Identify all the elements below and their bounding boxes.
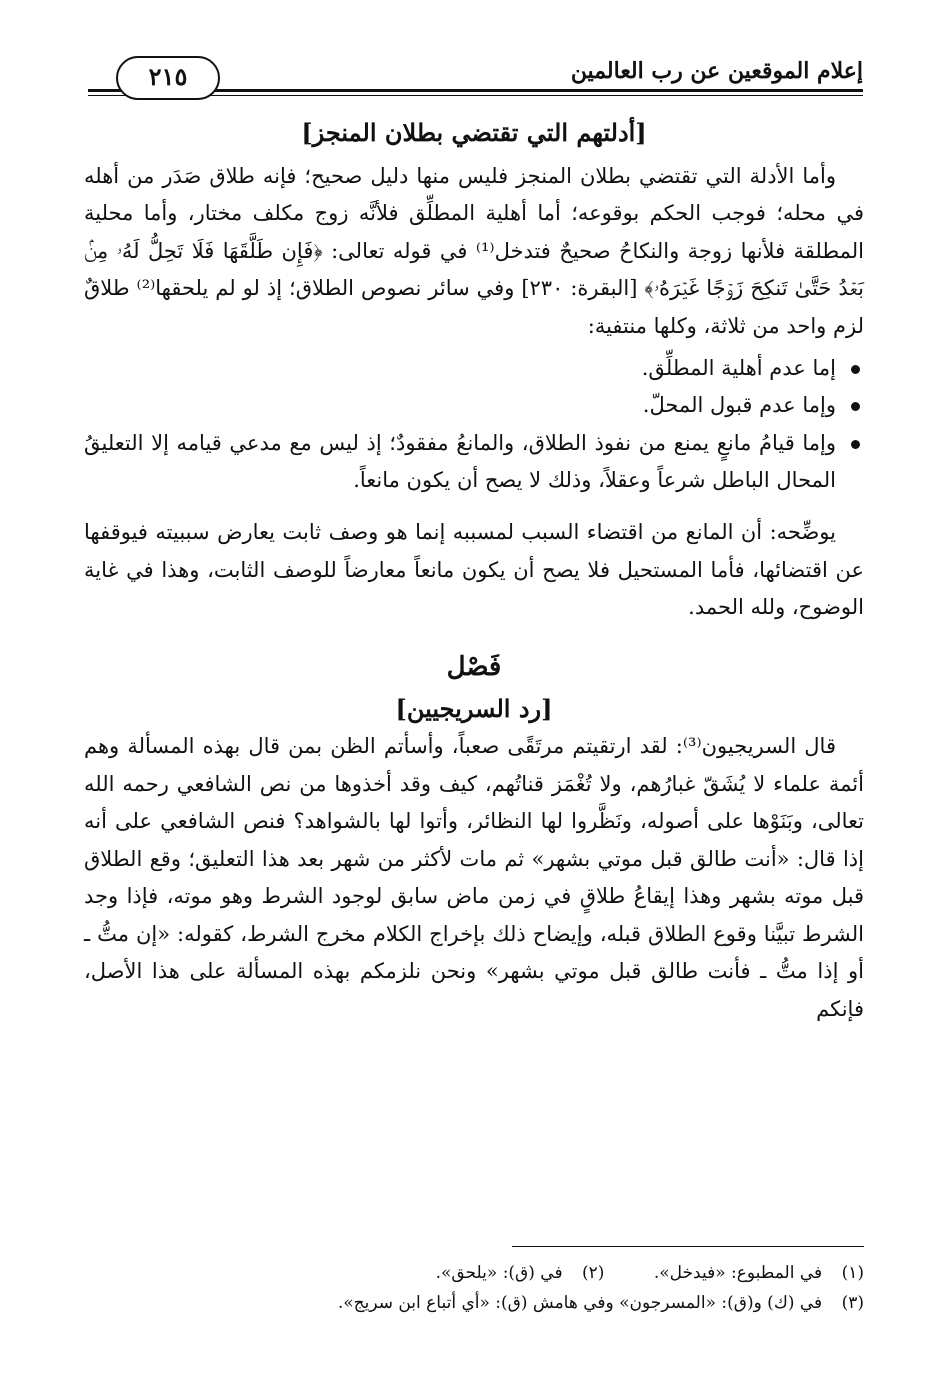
- bullet-item-1: [84, 350, 864, 388]
- footnote-row-1: [84, 1258, 864, 1288]
- bullet-text: إما عدم أهلية المطلِّق.: [641, 355, 836, 380]
- bullet-list: [84, 350, 864, 500]
- bullet-text: وإما قيامُ مانعٍ يمنع من نفوذ الطلاق، والمانعُ مفقودٌ؛ إذ ليس مع مدعي قيامه إلا التعليقُ المحال الباطل شرعاً وعقلاً، وذلك لا يصح أن يكون مانعاً.: [84, 430, 836, 493]
- running-title: إعلام الموقعين عن رب العالمين: [570, 58, 863, 84]
- footnote-number: (٢): [582, 1263, 605, 1283]
- bullet-dot-icon: [851, 402, 860, 411]
- footnote-1: [654, 1258, 864, 1288]
- footnote-text: في المطبوع: «فيدخل».: [653, 1263, 823, 1283]
- running-header: [88, 52, 863, 102]
- paragraph-1: وأما الأدلة التي تقتضي بطلان المنجز فليس منها دليل صحيح؛ فإنه طلاق صَدَر من أهله في محله؛ فوجب الحكم بوقوعه؛ أما أهلية المطلِّق فلأنَّه زوج مكلف مختار، وأما محلية المطلقة فلأنها زوجة والنكاحُ صحيحٌ فتدخل⁽¹⁾ في قوله تعالى: ﴿فَإِن طَلَّقَهَا فَلَا تَحِلُّ لَهُۥ مِنۢ بَعۡدُ حَتَّىٰ تَنكِحَ زَوۡجًا غَيۡرَهُۥ﴾ [البقرة: ٢٣٠] وفي سائر نصوص الطلاق؛ إذ لو لم يلحقها⁽²⁾ طلاقٌ لزم واحد من ثلاثة، وكلها منتفية:: [84, 163, 865, 338]
- footnote-row-2: [84, 1288, 864, 1318]
- bullet-dot-icon: [851, 365, 860, 374]
- footnote-3: [338, 1288, 864, 1318]
- footnote-2: [436, 1258, 605, 1288]
- section-heading-surayjiyyin: [رد السريجيين]: [395, 694, 553, 724]
- bullet-item-2: [84, 387, 864, 425]
- footnote-separator: [512, 1246, 864, 1247]
- section-heading-invalidity-evidence: [أدلتهم التي تقتضي بطلان المنجز]: [301, 118, 647, 147]
- footnote-text: في (ق): «يلحق».: [435, 1263, 563, 1283]
- page-number-badge: ٢١٥: [116, 56, 220, 100]
- paragraph-2: يوضِّحه: أن المانع من اقتضاء السبب لمسببه إنما هو وصف ثابت يعارض سببيته فيوقفها عن اقتضائها، فأما المستحيل فلا يصح أن يكون مانعاً معارضاً للوصف الثابت، وهذا في غاية الوضوح، ولله الحمد.: [84, 519, 864, 620]
- paragraph-3: قال السريجيون⁽³⁾: لقد ارتقيتم مرتَقًى صعباً، وأسأتم الظن بمن قال بهذه المسألة وهم أئمة علماء لا يُشَقّ غبارُهم، ولا تُغْمَز قناتُهم، كيف وقد أخذوها من نص الشافعي رحمه الله تعالى، وبَنَوْها على أصوله، ونَظَّروا لها النظائر، وأتوا لها بالشواهد؟ فنص الشافعي على أنه إذا قال: «أنت طالق قبل موتي بشهر» ثم مات لأكثر من شهر بعد هذا التعليق؛ وقع الطلاق قبل موته بشهر وهذا إيقاعُ طلاقٍ في زمن ماض سابق لوجود الشرط وهو موته، فإذا وجد الشرط تبيَّنا وقوع الطلاق قبله، وإيضاح ذلك بإخراج الكلام مخرج الشرط، كقوله: «إن متُّ ـ أو إذا متُّ ـ فأنت طالق قبل موتي بشهر» ونحن نلزمكم بهذه المسألة على هذا الأصل، فإنكم: [84, 733, 864, 1022]
- bullet-item-3: [84, 425, 864, 500]
- main-text: [84, 114, 864, 1029]
- footnote-text: في (ك) و(ق): «المسرجون» وفي هامش (ق): «أي أتباع ابن سريج».: [337, 1293, 823, 1313]
- footnote-number: (٣): [841, 1293, 864, 1313]
- bullet-text: وإما عدم قبول المحلّ.: [642, 393, 836, 418]
- footnote-number: (١): [841, 1263, 864, 1283]
- bullet-dot-icon: [851, 440, 860, 449]
- footnotes: [84, 1258, 864, 1318]
- chapter-marker-fasl: فَصْل: [446, 651, 502, 682]
